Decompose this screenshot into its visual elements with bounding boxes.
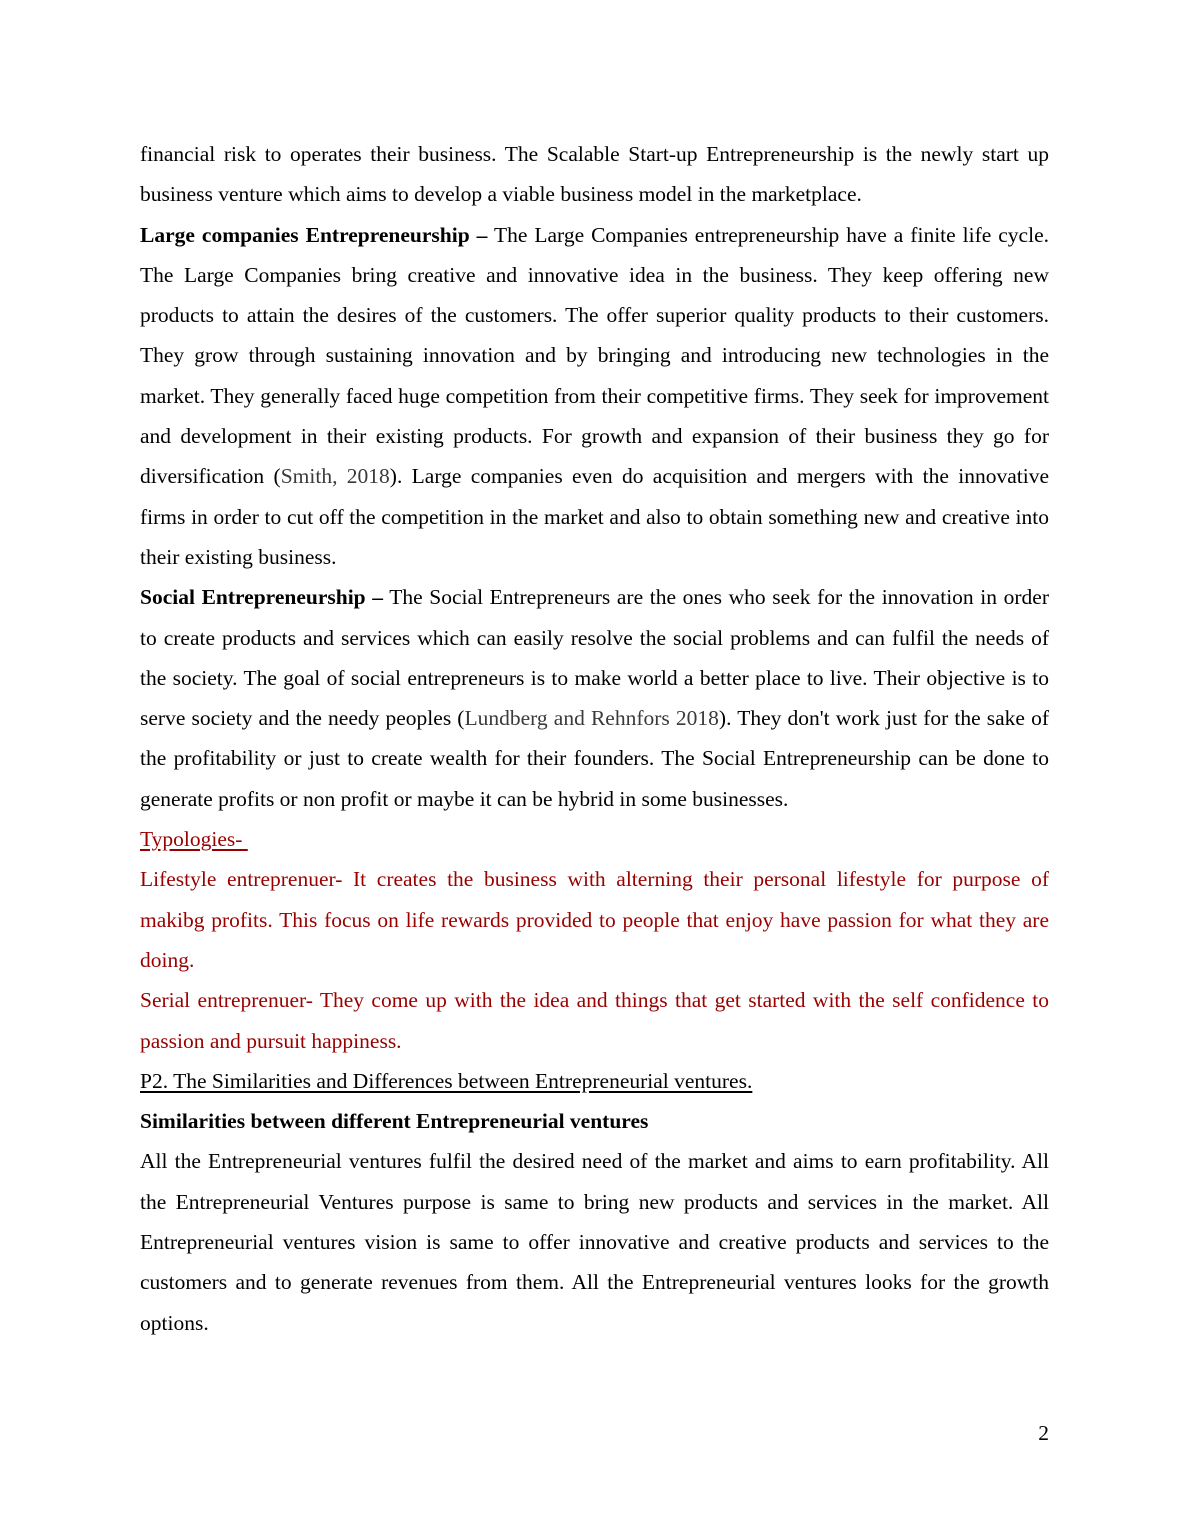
- social-entrepreneurship-heading: Social Entrepreneurship –: [140, 585, 384, 610]
- paragraph-large-companies: [140, 215, 1049, 578]
- document-page: [140, 134, 1049, 1343]
- paragraph-social-entrepreneurship: [140, 577, 1049, 819]
- social-entrepreneurship-text: The Social Entrepreneurs are the ones who seek for the innovation in order to create products and services which can easily resolve the social problems and can fulfil the needs of the society. The goal of social entrepreneurs is to make world a better place to live. Their objective is to serve society and the needy peoples (: [140, 585, 1049, 731]
- citation-smith: Smith, 2018: [280, 464, 390, 489]
- citation-lundberg: Lundberg and Rehnfors 2018: [464, 706, 719, 731]
- social-entrepreneurship-text-continued: ). They don't work just for the sake of the profitability or just to create wealth for their founders. The Social Entrepreneurship can be done to generate profits or non profit or maybe it can be hybrid in some businesses.: [140, 706, 1050, 811]
- page-number: 2: [1038, 1421, 1049, 1445]
- typologies-heading: Typologies-: [140, 827, 248, 852]
- paragraph-serial-entrepreneur: Serial entreprenuer- They come up with the idea and things that get started with the self confidence to passion and pursuit happiness.: [140, 988, 1049, 1053]
- paragraph-lifestyle-entrepreneur: Lifestyle entreprenuer- It creates the business with alterning their personal lifestyle for purpose of makibg profits. This focus on life rewards provided to people that enjoy have passion for what they are doing.: [140, 867, 1049, 972]
- large-companies-text-continued: ). Large companies even do acquisition and mergers with the innovative firms in order to cut off the competition in the market and also to obtain something new and creative into their existing business.: [140, 464, 1049, 569]
- paragraph-similarities: All the Entrepreneurial ventures fulfil the desired need of the market and aims to earn profitability. All the Entrepreneurial Ventures purpose is same to bring new products and services in the market. All Entrepreneurial ventures vision is same to offer innovative and creative products and services to the customers and to generate revenues from them. All the Entrepreneurial ventures looks for the growth options.: [140, 1149, 1049, 1335]
- p2-section-heading: P2. The Similarities and Differences between Entrepreneurial ventures.: [140, 1068, 753, 1093]
- large-companies-text: The Large Companies entrepreneurship have a finite life cycle. The Large Companies bring creative and innovative idea in the business. They keep offering new products to attain the desires of the customers. The offer superior quality products to their customers. They grow through sustaining innovation and by bringing and introducing new technologies in the market. They generally faced huge competition from their competitive firms. They seek for improvement and development in their existing products. For growth and expansion of their business they go for diversification (: [140, 222, 1049, 489]
- large-companies-heading: Large companies Entrepreneurship –: [140, 222, 488, 247]
- similarities-heading: Similarities between different Entrepreneurial ventures: [140, 1109, 649, 1134]
- paragraph-scalable-startup: financial risk to operates their business. The Scalable Start-up Entrepreneurship is the newly start up business venture which aims to develop a viable business model in the marketplace.: [140, 142, 1049, 207]
